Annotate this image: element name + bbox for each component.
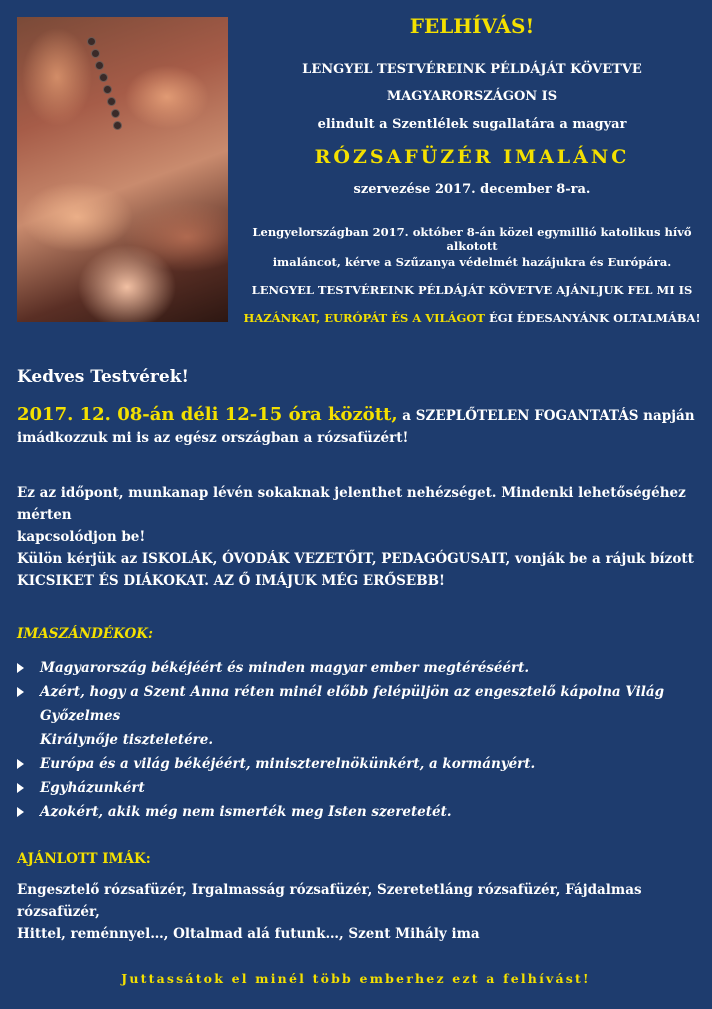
info-paragraph-line-3: Külön kérjük az ISKOLÁK, ÓVODÁK VEZETŐIT, PEDAGÓGUSAIT, vonják be a rájuk bízott bbox=[17, 551, 694, 567]
intention-item-continuation: Királynője tiszteletére. bbox=[40, 732, 214, 748]
intentions-list bbox=[17, 656, 702, 824]
intention-item: Magyarország békéjéért és minden magyar ember megtéréséért. bbox=[17, 656, 702, 680]
rosary-bead bbox=[111, 109, 120, 118]
bullet-arrow-icon bbox=[17, 687, 24, 697]
prayers-title: AJÁNLOTT IMÁK: bbox=[17, 851, 151, 867]
info-paragraph-line-4: KICSIKET ÉS DIÁKOKAT. AZ Ő IMÁJUK MÉG ERŐSEBB! bbox=[17, 573, 445, 589]
header-line-3: elindult a Szentlélek sugallatára a magyar bbox=[317, 117, 627, 132]
info-line-4 bbox=[232, 311, 712, 325]
rosary-bead bbox=[99, 73, 108, 82]
praying-hands-photo bbox=[17, 17, 228, 322]
date-line-2: imádkozzuk mi is az egész országban a rózsafüzért! bbox=[17, 430, 409, 446]
bullet-arrow-icon bbox=[17, 807, 24, 817]
bullet-arrow-icon bbox=[17, 783, 24, 793]
header-line-4: szervezése 2017. december 8-ra. bbox=[353, 182, 591, 197]
prayers-line-1: Engesztelő rózsafüzér, Irgalmasság rózsafüzér, Szeretetláng rózsafüzér, Fájdalmas rózsafüzér, bbox=[17, 882, 642, 920]
prayers-list bbox=[17, 879, 702, 945]
info-paragraph bbox=[17, 482, 702, 592]
intention-item: Egyházunkért bbox=[17, 776, 702, 800]
greeting: Kedves Testvérek! bbox=[17, 367, 189, 387]
rosary-bead bbox=[103, 85, 112, 94]
bullet-arrow-icon bbox=[17, 663, 24, 673]
info-line-3: LENGYEL TESTVÉREINK PÉLDÁJÁT KÖVETVE AJÁNLJUK FEL MI IS bbox=[251, 283, 693, 297]
intentions-title: IMASZÁNDÉKOK: bbox=[17, 626, 153, 642]
rosary-bead bbox=[107, 97, 116, 106]
info-paragraph-line-1: Ez az időpont, munkanap lévén sokaknak jelenthet nehézséget. Mindenki lehetőségéhez mérten bbox=[17, 485, 686, 523]
info-line-1: Lengyelországban 2017. október 8-án közel egymillió katolikus hívő alkotott bbox=[252, 225, 692, 253]
date-rest: a SZEPLŐTELEN FOGANTATÁS napján bbox=[397, 408, 695, 424]
info-line-4-rest: ÉGI ÉDESANYÁNK OLTALMÁBA! bbox=[484, 311, 701, 325]
header-line-1: LENGYEL TESTVÉREINK PÉLDÁJÁT KÖVETVE bbox=[302, 62, 642, 77]
date-highlight: 2017. 12. 08-án déli 12-15 óra között, bbox=[17, 404, 398, 425]
footer-call-to-action: Juttassátok el minél több emberhez ezt a felhívást! bbox=[121, 971, 591, 986]
prayers-line-2: Hittel, reménnyel…, Oltalmad alá futunk…, Szent Mihály ima bbox=[17, 926, 480, 942]
info-line-2: imaláncot, kérve a Szűzanya védelmét hazájukra és Európára. bbox=[272, 255, 672, 269]
rosary-bead bbox=[87, 37, 96, 46]
bullet-arrow-icon bbox=[17, 759, 24, 769]
appeal-title: FELHÍVÁS! bbox=[409, 14, 535, 38]
rosary-bead bbox=[95, 61, 104, 70]
info-line-4-highlight: HAZÁNKAT, EURÓPÁT ÉS A VILÁGOT bbox=[243, 311, 485, 325]
rosary-bead bbox=[113, 121, 122, 130]
rosary-bead bbox=[91, 49, 100, 58]
info-paragraph-line-2: kapcsolódjon be! bbox=[17, 529, 146, 545]
rosary-chain-title: RÓZSAFÜZÉR IMALÁNC bbox=[314, 146, 630, 168]
header-line-2: MAGYARORSZÁGON IS bbox=[386, 89, 558, 104]
intention-item: Európa és a világ békéjéért, miniszterelnökünkért, a kormányért. bbox=[17, 752, 702, 776]
intention-item: Azokért, akik még nem ismerték meg Isten szeretetét. bbox=[17, 800, 702, 824]
intention-item: Azért, hogy a Szent Anna réten minél előbb felépüljön az engesztelő kápolna Világ Győzelmes bbox=[17, 680, 702, 728]
date-paragraph bbox=[17, 404, 702, 449]
